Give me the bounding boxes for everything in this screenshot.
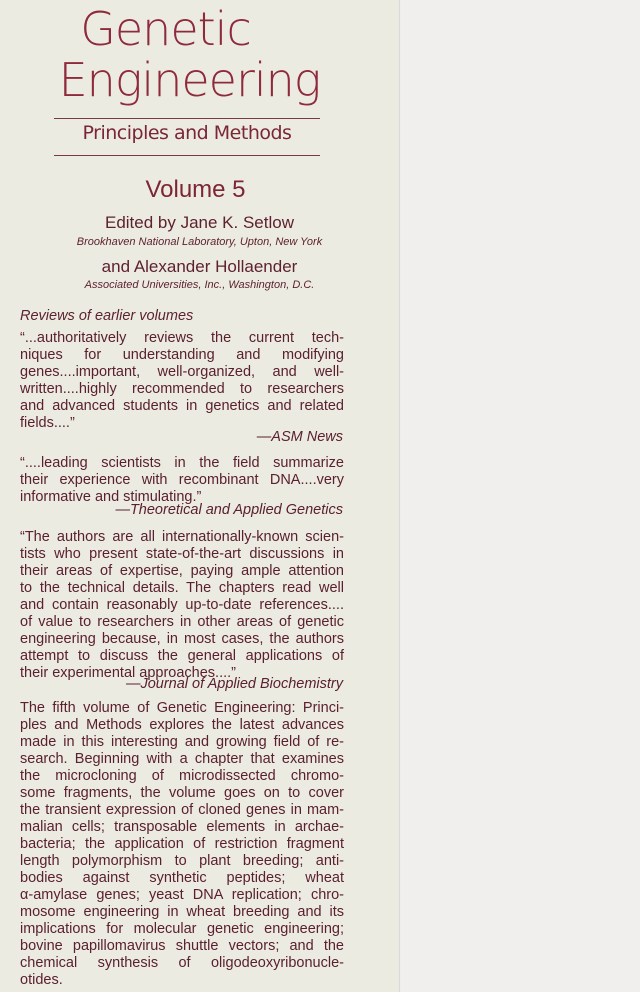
review-source-3: —Journal of Applied Biochemistry <box>125 676 343 692</box>
blank-page-area <box>401 0 640 992</box>
text-line: of value to researchers in other areas of genetic <box>20 614 344 630</box>
text-line: bacteria; the application of restriction fragment <box>20 836 344 852</box>
reviews-heading: Reviews of earlier volumes <box>20 308 194 324</box>
review-quote-3 <box>20 529 344 682</box>
text-line: the microcloning of microdissected chromo- <box>20 768 344 784</box>
text-line: their experience with recombinant DNA....very <box>20 472 344 488</box>
text-line: some fragments, the volume goes on to cover <box>20 785 344 801</box>
text-line: ples and Methods explores the latest advances <box>20 717 344 733</box>
text-line: malian cells; transposable elements in archae- <box>20 819 344 835</box>
volume-label: Volume 5 <box>145 176 246 203</box>
text-line: bodies against synthetic peptides; wheat <box>20 870 344 886</box>
review-source-1: —ASM News <box>256 429 343 445</box>
text-line: and advanced students in genetics and related <box>20 398 344 414</box>
text-line: bovine papillomavirus shuttle vectors; and the <box>20 938 344 954</box>
text-line: their experimental approaches....” <box>20 665 236 681</box>
text-line: search. Beginning with a chapter that examines <box>20 751 344 767</box>
text-line: implications for molecular genetic engineering; <box>20 921 344 937</box>
subtitle: Principles and Methods <box>82 122 292 144</box>
review-source-2: —Theoretical and Applied Genetics <box>115 502 343 518</box>
text-line: made in this interesting and growing field of re- <box>20 734 344 750</box>
text-line: and contain reasonably up-to-date references.... <box>20 597 344 613</box>
text-line: informative and stimulating.” <box>20 489 202 505</box>
editor-1: Edited by Jane K. Setlow <box>104 213 294 232</box>
review-quote-1 <box>20 330 344 432</box>
text-line: attempt to discuss the general applications of <box>20 648 344 664</box>
text-line: the transient expression of cloned genes in mam- <box>20 802 344 818</box>
text-line: “....leading scientists in the field summarize <box>20 455 344 471</box>
text-line: “...authoritatively reviews the current tech- <box>20 330 344 346</box>
text-line: engineering because, in most cases, the authors <box>20 631 344 647</box>
text-line: to the technical details. The chapters read well <box>20 580 344 596</box>
text-line: otides. <box>20 972 63 988</box>
title-line-1: Genetic <box>80 2 251 56</box>
top-rule <box>54 118 320 119</box>
text-line: fields....” <box>20 415 75 431</box>
affiliation-1: Brookhaven National Laboratory, Upton, New York <box>76 236 323 248</box>
text-line: mosome engineering in wheat breeding and its <box>20 904 344 920</box>
bottom-rule <box>54 155 320 156</box>
text-line: length polymorphism to plant breeding; anti- <box>20 853 344 869</box>
text-line: chemical synthesis of oligodeoxyribonucle- <box>20 955 344 971</box>
text-line: their areas of expertise, paying ample attention <box>20 563 344 579</box>
text-line: niques for understanding and modifying <box>20 347 344 363</box>
text-line: genes....important, well-organized, and well- <box>20 364 344 380</box>
text-line: α-amylase genes; yeast DNA replication; chro- <box>20 887 344 903</box>
text-line: written....highly recommended to researchers <box>20 381 344 397</box>
editor-2: and Alexander Hollaender <box>101 257 298 276</box>
text-line: “The authors are all internationally-known scien- <box>20 529 344 545</box>
description-paragraph <box>20 700 344 989</box>
text-line: tists who present state-of-the-art discussions in <box>20 546 344 562</box>
title-line-2: Engineering <box>58 53 321 107</box>
affiliation-2: Associated Universities, Inc., Washington, D.C. <box>84 279 315 291</box>
text-line: The fifth volume of Genetic Engineering: Princi- <box>20 700 344 716</box>
review-quote-2 <box>20 455 344 506</box>
